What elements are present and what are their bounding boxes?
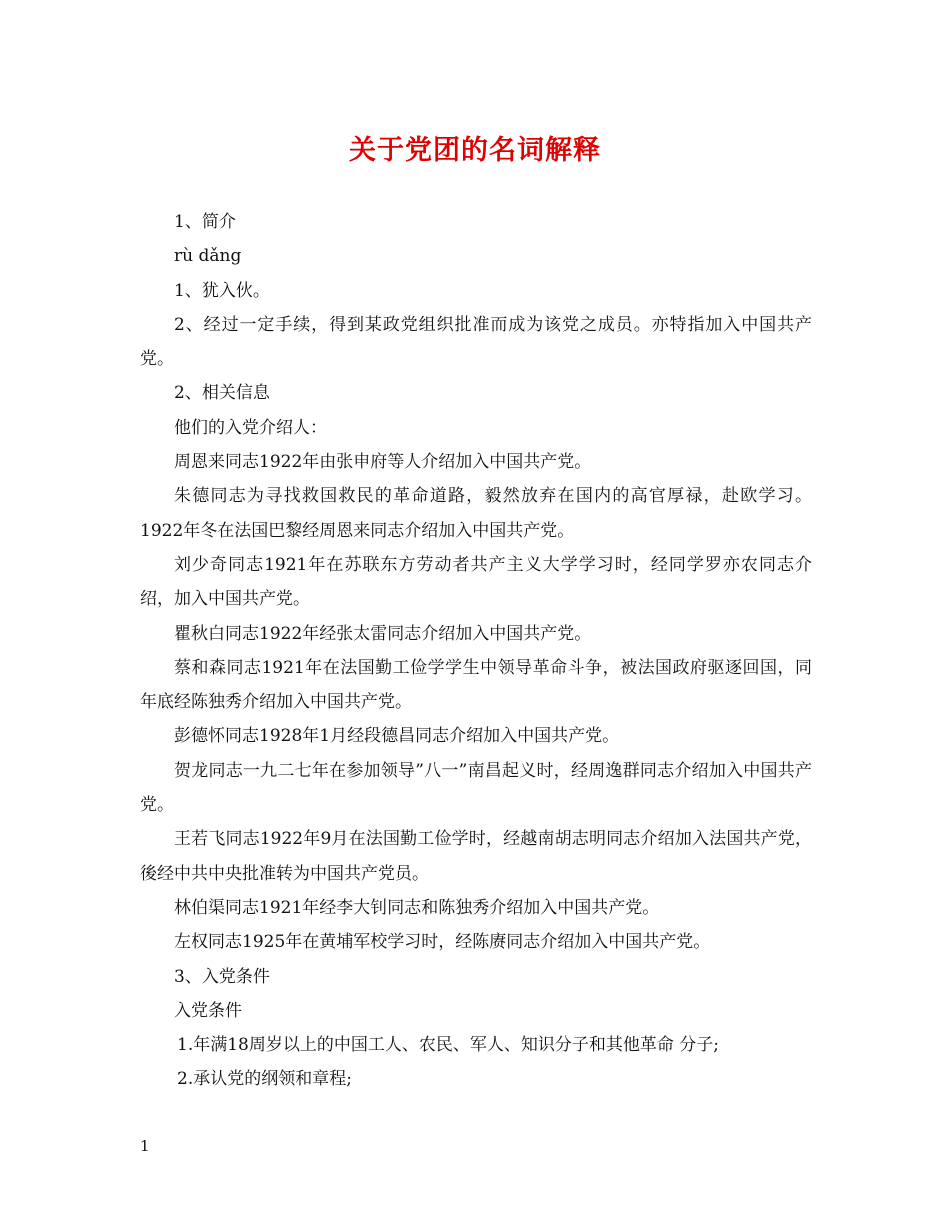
paragraph: 林伯渠同志1921年经李大钊同志和陈独秀介绍加入中国共产党。: [174, 897, 660, 918]
paragraph: 彭德怀同志1928年1月经段德昌同志介绍加入中国共产党。: [174, 726, 620, 747]
paragraph: 他们的入党介绍人：: [174, 417, 327, 438]
paragraph: 刘少奇同志1921年在苏联东方劳动者共产主义大学学习时，经同学罗亦农同志介绍，加入中国共产党。: [140, 554, 812, 610]
list-item: 2.承认党的纲领和章程;: [177, 1069, 352, 1090]
paragraph: 入党条件: [174, 1000, 242, 1021]
section-heading-info: 2、相关信息: [174, 383, 270, 404]
definition-item: 1、犹入伙。: [174, 280, 270, 301]
page-number: 1: [140, 1137, 150, 1155]
list-item: 1.年满18周岁以上的中国工人、农民、军人、知识分子和其他革命 分子;: [177, 1035, 719, 1056]
paragraph: 左权同志1925年在黄埔军校学习时，经陈赓同志介绍加入中国共产党。: [174, 932, 711, 953]
paragraph: 蔡和森同志1921年在法国勤工俭学学生中领导革命斗争，被法国政府驱逐回国，同年底经陈独秀介绍加入中国共产党。: [140, 657, 812, 713]
pinyin-line: rù dǎng: [174, 246, 242, 267]
document-body: [140, 205, 812, 1097]
paragraph: 王若飞同志1922年9月在法国勤工俭学时，经越南胡志明同志介绍加入法国共产党，後经中共中央批准转为中国共产党员。: [140, 829, 812, 884]
paragraph: 瞿秋白同志1922年经张太雷同志介绍加入中国共产党。: [174, 623, 592, 644]
definition-item: 2、经过一定手续，得到某政党组织批准而成为该党之成员。亦特指加入中国共产党。: [140, 314, 812, 370]
paragraph: 朱德同志为寻找救国救民的革命道路，毅然放弃在国内的高官厚禄，赴欧学习。1922年冬在法国巴黎经周恩来同志介绍加入中国共产党。: [140, 486, 812, 541]
paragraph: 周恩来同志1922年由张申府等人介绍加入中国共产党。: [174, 452, 592, 473]
document-title: 关于党团的名词解释: [349, 135, 601, 166]
section-heading-conditions: 3、入党条件: [174, 966, 270, 987]
paragraph: 贺龙同志一九二七年在参加领导”八一”南昌起义时，经周逸群同志介绍加入中国共产党。: [140, 760, 812, 816]
section-heading-intro: 1、简介: [174, 212, 236, 232]
